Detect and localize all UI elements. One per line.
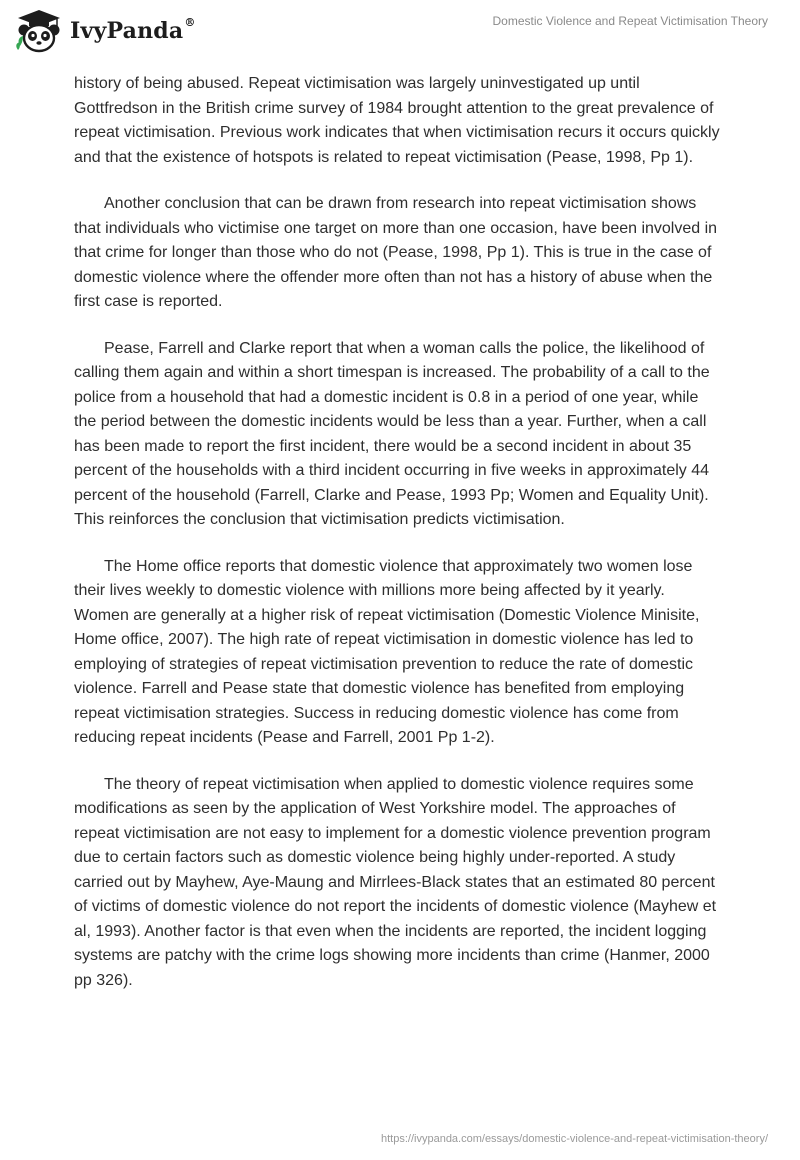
paragraph: history of being abused. Repeat victimisation was largely uninvestigated up until Gottfredson in the British crime survey of 1984 brought attention to the great prevalence of repeat victimisation. Previous work indicates that when victimisation recurs it occurs quickly and that the existence of hotspots is related to repeat victimisation (Pease, 1998, Pp 1).: [74, 75, 720, 166]
source-url[interactable]: https://ivypanda.com/essays/domestic-violence-and-repeat-victimisation-theory/: [381, 1133, 768, 1145]
brand-name: IvyPanda®: [70, 16, 196, 44]
paragraph: Pease, Farrell and Clarke report that when a woman calls the police, the likelihood of calling them again and within a short timespan is increased. The probability of a call to the police from a household that had a domestic incident is 0.8 in a period of one year, while the period between the domestic incidents would be less than a year. Further, when a call has been made to report the first incident, there would be a second incident in about 35 percent of the households with a third incident occurring in five weeks in approximately 44 percent of the household (Farrell, Clarke and Pease, 1993 Pp; Women and Equality Unit). This reinforces the conclusion that victimisation predicts victimisation.: [74, 339, 710, 528]
panda-graduate-icon: [14, 8, 64, 54]
essay-body: [74, 72, 724, 1015]
paragraph: The theory of repeat victimisation when applied to domestic violence requires some modifications as seen by the application of West Yorkshire model. The approaches of repeat victimisation are not easy to implement for a domestic violence prevention program due to certain factors such as domestic violence being highly under-reported. A study carried out by Mayhew, Aye-Maung and Mirrlees-Black states that an estimated 80 percent of victims of domestic violence do not report the incidents of domestic violence (Mayhew et al, 1993). Another factor is that even when the incidents are reported, the incident logging systems are patchy with the crime logs showing more incidents than crime (Hanmer, 2000 pp 326).: [74, 775, 717, 989]
paragraph: The Home office reports that domestic violence that approximately two women lose their lives weekly to domestic violence with millions more being affected by it yearly. Women are generally at a higher risk of repeat victimisation (Domestic Violence Minisite, Home office, 2007). The high rate of repeat victimisation in domestic violence has led to employing of strategies of repeat victimisation prevention to reduce the rate of domestic violence. Farrell and Pease state that domestic violence has benefited from employing repeat victimisation strategies. Success in reducing domestic violence has come from reducing repeat incidents (Pease and Farrell, 2001 Pp 1-2).: [74, 557, 700, 746]
brand-logo[interactable]: [14, 8, 196, 54]
paragraph: Another conclusion that can be drawn from research into repeat victimisation shows that individuals who victimise one target on more than one occasion, have been involved in that crime for longer than those who do not (Pease, 1998, Pp 1). This is true in the case of domestic violence where the offender more often than not has a history of abuse when the first case is reported.: [74, 195, 718, 310]
document-title: Domestic Violence and Repeat Victimisation Theory: [492, 14, 768, 28]
page-header: [0, 0, 800, 62]
